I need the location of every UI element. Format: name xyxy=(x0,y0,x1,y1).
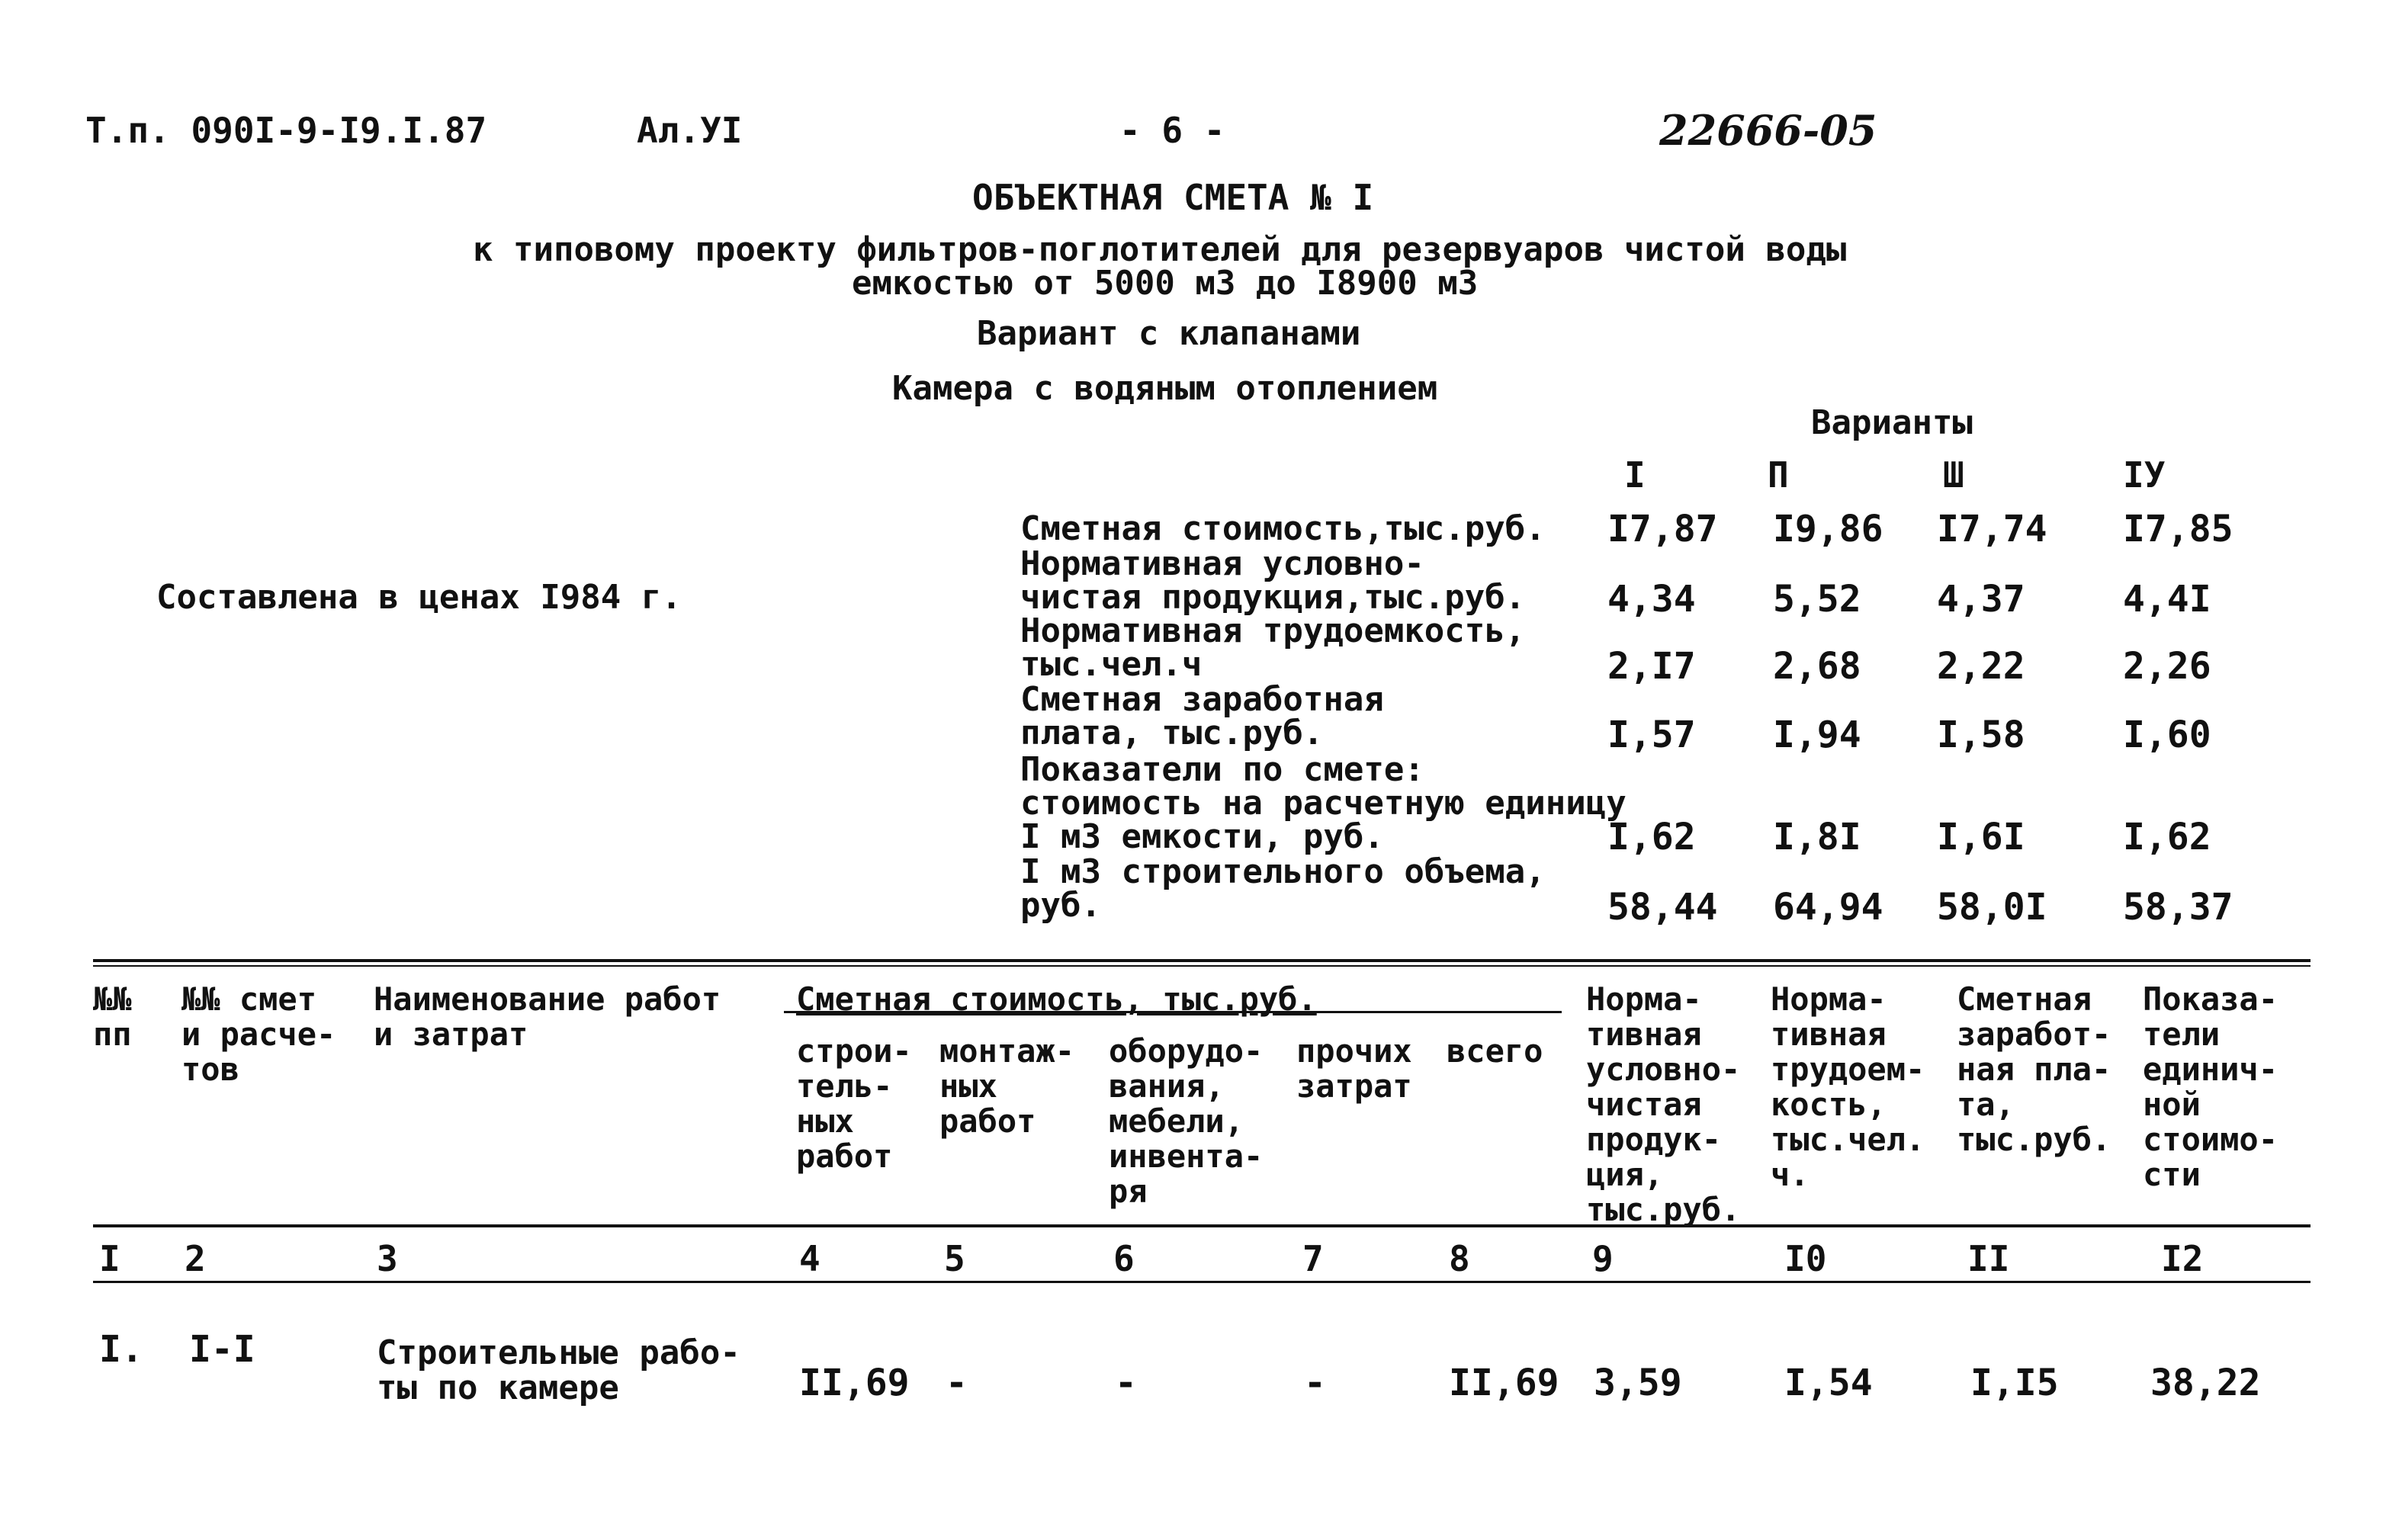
prices-note: Составлена в ценах I984 г. xyxy=(156,578,682,617)
header-estimate-number: №№ смет и расче- тов xyxy=(181,980,336,1088)
variant-value: 2,22 xyxy=(1937,645,2025,688)
column-number: 6 xyxy=(1113,1238,1135,1279)
column-number: 4 xyxy=(799,1238,820,1279)
column-number: I2 xyxy=(2161,1238,2204,1279)
variant-value: I,62 xyxy=(2123,816,2211,858)
header-equipment: оборудо- вания, мебели, инвента- ря xyxy=(1109,1032,1264,1210)
column-number: 7 xyxy=(1302,1238,1324,1279)
header-unit-cost: Показа- тели единич- ной стоимо- сти xyxy=(2143,980,2278,1193)
variant-row-label: Показатели по смете: стоимость на расчетную единицу I м3 емкости, руб. xyxy=(1020,750,1627,856)
column-number: 9 xyxy=(1592,1238,1614,1279)
variant-value: I7,74 xyxy=(1937,508,2047,550)
table-cell-estimate-number: I-I xyxy=(189,1328,255,1371)
variant-value: I,6I xyxy=(1937,816,2025,858)
header-labor-intensity: Норма- тивная трудоем- кость, тыс.чел. ч. xyxy=(1771,980,1925,1193)
table-cell-net-production: 3,59 xyxy=(1594,1362,1682,1404)
variant-value: I,8I xyxy=(1773,816,1861,858)
table-cell-row-number: I. xyxy=(99,1328,143,1371)
title-subject: к типовому проекту фильтров-поглотителей для резервуаров чистой воды xyxy=(473,230,1847,269)
table-top-rule xyxy=(93,959,2311,962)
page-number: - 6 - xyxy=(1119,110,1225,151)
variant-column-4: IУ xyxy=(2123,454,2166,496)
document-title: ОБЪЕКТНАЯ СМЕТА № I xyxy=(972,177,1374,218)
variant-row-label: Сметная заработная плата, тыс.руб. xyxy=(1020,680,1384,752)
variant-value: I,58 xyxy=(1937,714,2025,756)
variant-value: I7,87 xyxy=(1607,508,1718,550)
header-work-name: Наименование работ и затрат xyxy=(374,980,721,1053)
header-construction-works: строи- тель- ных работ xyxy=(796,1032,912,1175)
project-code: Т.п. 090I-9-I9.I.87 xyxy=(85,110,487,151)
variant-row-label: I м3 строительного объема, руб. xyxy=(1020,852,1546,925)
title-chamber: Камера с водяным отоплением xyxy=(892,369,1438,408)
variant-value: I,94 xyxy=(1773,714,1861,756)
variant-value: I,57 xyxy=(1607,714,1696,756)
variant-value: I7,85 xyxy=(2123,508,2233,550)
table-top-rule-inner xyxy=(93,965,2311,967)
header-bottom-rule xyxy=(93,1224,2311,1227)
document-number: 22666-05 xyxy=(1659,106,1877,155)
column-number: II xyxy=(1967,1238,2010,1279)
column-number: 2 xyxy=(185,1238,206,1279)
variant-value: 4,37 xyxy=(1937,578,2025,621)
variant-value: 4,34 xyxy=(1607,578,1696,621)
column-number: I0 xyxy=(1784,1238,1827,1279)
table-cell-construction: II,69 xyxy=(799,1362,910,1404)
variant-column-2: П xyxy=(1768,454,1789,496)
variant-row-label: Нормативная трудоемкость, тыс.чел.ч xyxy=(1020,611,1526,684)
variant-value: 58,0I xyxy=(1937,886,2047,929)
table-cell-equipment: - xyxy=(1115,1362,1137,1404)
variants-heading: Варианты xyxy=(1811,403,1973,442)
variant-column-3: Ш xyxy=(1943,454,1964,496)
table-cell-installation: - xyxy=(946,1362,968,1404)
column-number: 3 xyxy=(377,1238,398,1279)
variant-value: I9,86 xyxy=(1773,508,1883,550)
variant-value: 5,52 xyxy=(1773,578,1861,621)
album-number: Ал.УI xyxy=(637,110,743,151)
title-capacity: емкостью от 5000 м3 до I8900 м3 xyxy=(852,264,1479,303)
variant-value: I,60 xyxy=(2123,714,2211,756)
variant-value: 2,68 xyxy=(1773,645,1861,688)
header-wages: Сметная заработ- ная пла- та, тыс.руб. xyxy=(1957,980,2111,1158)
header-cost-group: Сметная стоимость, тыс.руб. xyxy=(796,980,1317,1018)
table-cell-total: II,69 xyxy=(1449,1362,1559,1404)
variant-value: 64,94 xyxy=(1773,886,1883,929)
column-number: 5 xyxy=(944,1238,965,1279)
table-cell-unit-cost: 38,22 xyxy=(2150,1362,2261,1404)
column-numbers-rule xyxy=(93,1281,2311,1283)
variant-value: 2,I7 xyxy=(1607,645,1696,688)
header-other-costs: прочих затрат xyxy=(1296,1032,1412,1105)
header-installation-works: монтаж- ных работ xyxy=(939,1032,1075,1140)
title-variant: Вариант с клапанами xyxy=(977,314,1361,353)
table-cell-other: - xyxy=(1304,1362,1326,1404)
table-cell-wages: I,I5 xyxy=(1970,1362,2059,1404)
table-cell-work-name: Строительные рабо- ты по камере xyxy=(377,1333,740,1407)
header-row-number: №№ пп xyxy=(93,980,132,1053)
header-total: всего xyxy=(1447,1032,1543,1070)
table-cell-labor: I,54 xyxy=(1784,1362,1873,1404)
variant-row-label: Нормативная условно- чистая продукция,тыс.руб. xyxy=(1020,544,1526,617)
variant-value: I,62 xyxy=(1607,816,1696,858)
variant-value: 4,4I xyxy=(2123,578,2211,621)
header-net-production: Норма- тивная условно- чистая продук- ция, тыс.руб. xyxy=(1586,980,1741,1228)
variant-value: 58,37 xyxy=(2123,886,2233,929)
column-number: 8 xyxy=(1449,1238,1470,1279)
column-number: I xyxy=(99,1238,120,1279)
variant-column-1: I xyxy=(1624,454,1646,496)
variant-row-label: Сметная стоимость,тыс.руб. xyxy=(1020,509,1546,548)
variant-value: 2,26 xyxy=(2123,645,2211,688)
variant-value: 58,44 xyxy=(1607,886,1718,929)
